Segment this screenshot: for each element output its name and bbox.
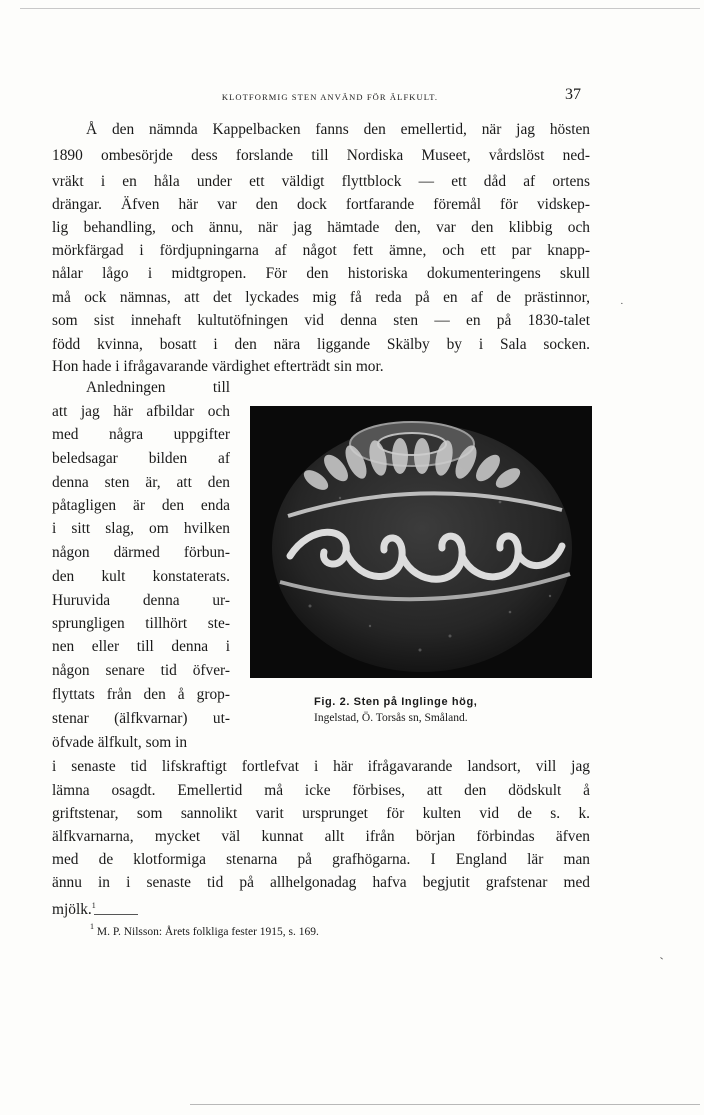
- text-line: flyttats från den å grop-: [52, 686, 230, 703]
- scan-speck: ·: [620, 298, 624, 310]
- text-line: med de klotformiga stenarna på grafhögarna. I England lär man: [52, 851, 590, 868]
- text-line: öfvade älfkult, som in: [52, 734, 188, 751]
- text-line: någon senare tid öfver-: [52, 662, 230, 679]
- text-line-content: mjölk.: [52, 901, 92, 918]
- text-line: drängar. Äfven här var den dock fortfarande föremål för vidskep-: [52, 196, 590, 213]
- footnote-reference: 1: [91, 901, 96, 910]
- footnote-marker: 1: [90, 922, 94, 931]
- running-head: KLOTFORMIG STEN ANVÄND FÖR ÄLFKULT.: [221, 92, 439, 102]
- text-line: Anledningen till: [86, 379, 230, 396]
- figure-caption-location: Ingelstad, Ö. Torsås sn, Småland.: [314, 712, 468, 724]
- text-line: mörkfärgad i fördjupningarna af något fett ämne, och ett par knapp-: [52, 242, 590, 259]
- text-line: beledsagar bilden af: [52, 450, 230, 467]
- footnote-text: M. P. Nilsson: Årets folkliga fester 1915, s. 169.: [96, 926, 319, 938]
- text-line: den kult konstaterats.: [52, 568, 230, 585]
- text-line: med några uppgifter: [52, 426, 230, 443]
- carved-stone-image: [250, 406, 592, 678]
- text-line: som sist innehaft kultutöfningen vid denna sten — en på 1830-talet: [52, 312, 590, 329]
- text-line: älfkvarnarna, mycket väl kunnat allt ifrån början förbindas äfven: [52, 828, 590, 845]
- text-line: påtagligen är den enda: [52, 497, 230, 514]
- text-line: i sitt slag, om hvilken: [52, 520, 230, 537]
- scan-edge-bottom: [190, 1104, 700, 1105]
- text-line: må ock nämnas, att det lyckades mig få reda på en af de prästinnor,: [52, 289, 590, 306]
- scan-edge-top: [20, 8, 700, 9]
- text-line: sprungligen tillhört ste-: [52, 615, 230, 632]
- text-line: stenar (älfkvarnar) ut-: [52, 710, 230, 727]
- text-line: lig behandling, och ännu, när jag hämtade den, var den klibbig och: [52, 219, 590, 236]
- text-line: 1890 ombesörjde dess forslande till Nordiska Museet, vårdslöst ned-: [52, 147, 590, 164]
- text-line: denna sten är, att den: [52, 474, 230, 491]
- text-line: lämna osagdt. Emellertid må icke förbises, att den dödskult å: [52, 782, 590, 799]
- text-line: född kvinna, bosatt i den nära liggande Skälby by i Sala socken.: [52, 336, 590, 353]
- text-line: att jag här afbildar och: [52, 403, 230, 420]
- text-line: nålar lågo i midtgropen. För den historiska dokumenteringens skull: [52, 265, 590, 282]
- text-line: i senaste tid lifskraftigt fortlefvat i här ifrågavarande landsort, vill jag: [52, 758, 590, 775]
- page-number: 37: [565, 86, 581, 103]
- text-line: ännu in i senaste tid på allhelgonadag hafva begjutit grafstenar med: [52, 874, 590, 891]
- text-line: någon därmed förbun-: [52, 544, 230, 561]
- stone-photograph: [250, 406, 592, 678]
- text-line: nen eller till denna i: [52, 638, 230, 655]
- text-line: vräkt i en håla under ett väldigt flyttblock — ett dåd af ortens: [52, 173, 590, 190]
- figure-caption-title: Fig. 2. Sten på Inglinge hög,: [314, 696, 478, 708]
- text-line: Hon hade i ifrågavarande värdighet efterträdt sin mor.: [52, 358, 384, 375]
- scan-speck: -: [656, 952, 668, 964]
- footnote: [90, 922, 319, 938]
- text-line: griftstenar, som sannolikt varit ursprunget för kulten vid de s. k.: [52, 805, 590, 822]
- footnote-rule: [94, 914, 138, 915]
- text-line: Å den nämnda Kappelbacken fanns den emellertid, när jag hösten: [86, 121, 590, 138]
- text-line: Huruvida denna ur-: [52, 592, 230, 609]
